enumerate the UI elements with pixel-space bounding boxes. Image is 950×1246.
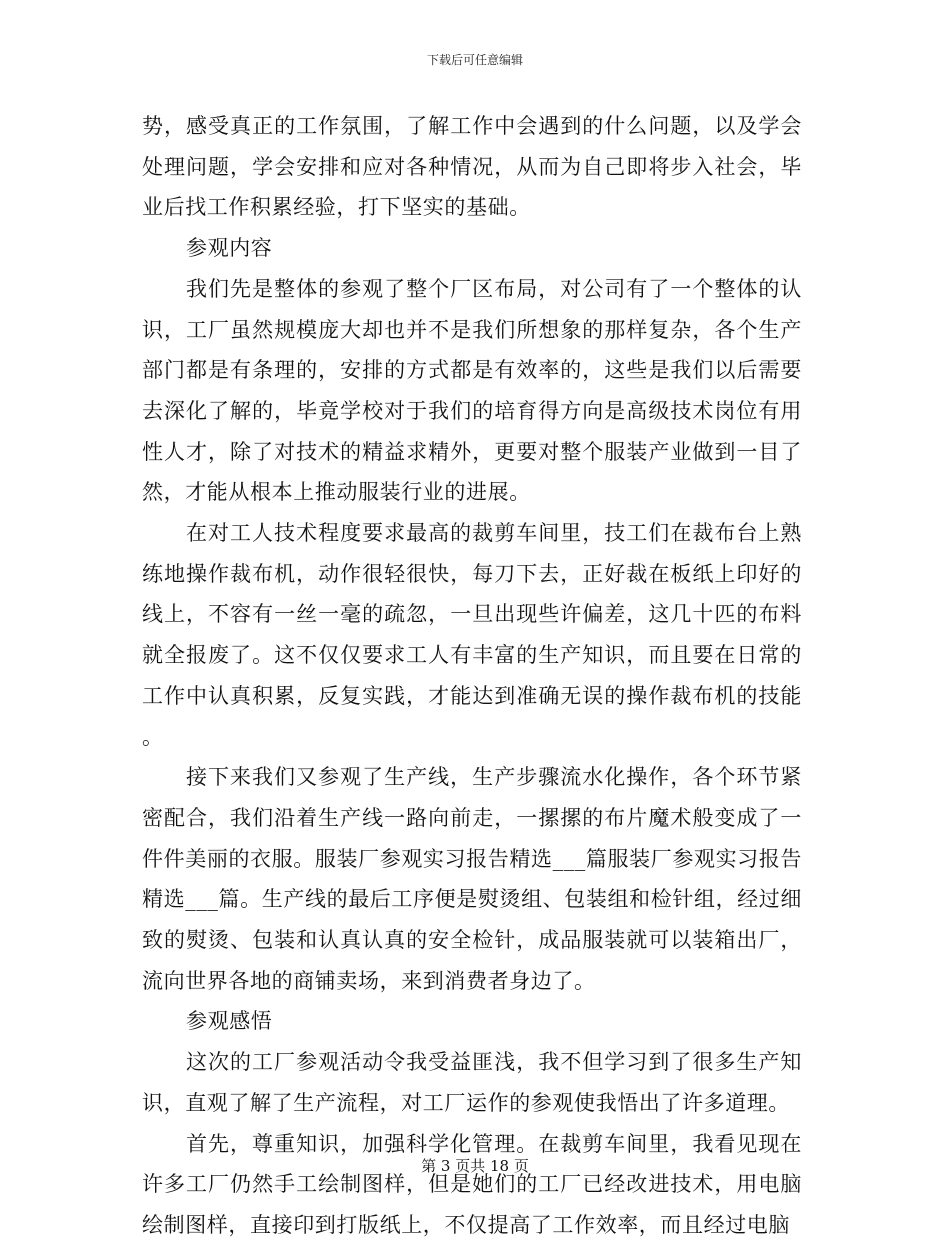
paragraph-respect-knowledge: 首先，尊重知识，加强科学化管理。在裁剪车间里，我看见现在许多工厂仍然手工绘制图样，但是她们的工厂已经改进技术，用电脑绘制图样，直接印到打版纸上，不仅提高了工作效率，而且经过电脑 — [142, 1131, 802, 1237]
paragraph-benefits: 这次的工厂参观活动令我受益匪浅，我不但学习到了很多生产知识，直观了解了生产流程，对工厂运作的参观使我悟出了许多道理。 — [142, 1050, 802, 1115]
page-footer — [0, 1156, 950, 1176]
paragraph-factory-layout: 我们先是整体的参观了整个厂区布局，对公司有了一个整体的认识，工厂虽然规模庞大却也并不是我们所想象的那样复杂，各个生产部门都是有条理的，安排的方式都是有效率的，这些是我们以后需要去深化了解的，毕竟学校对于我们的培育得方向是高级技术岗位有用性人才，除了对技术的精益求精外，更要对整个服装产业做到一目了然，才能从根本上推动服装行业的进展。 — [142, 276, 802, 505]
header-note: 下载后可任意编辑 — [426, 53, 523, 67]
paragraph-cutting-workshop: 在对工人技术程度要求最高的裁剪车间里，技工们在裁布台上熟练地操作裁布机，动作很轻很快，每刀下去，正好裁在板纸上印好的线上，不容有一丝一毫的疏忽，一旦出现些许偏差，这几十匹的布料就全报废了。这不仅仅要求工人有丰富的生产知识，而且要在日常的工作中认真积累，反复实践，才能达到准确无误的操作裁布机的技能。 — [142, 521, 802, 749]
section-heading-visit-reflections: 参观感悟 — [186, 1009, 273, 1034]
document-body — [142, 106, 802, 1246]
paragraph-continuation: 势，感受真正的工作氛围，了解工作中会遇到的什么问题，以及学会处理问题，学会安排和应对各种情况，从而为自己即将步入社会，毕业后找工作积累经验，打下坚实的基础。 — [142, 114, 802, 220]
page-number: 第 3 页共 18 页 — [421, 1157, 529, 1175]
paragraph-production-line: 接下来我们又参观了生产线，生产步骤流水化操作，各个环节紧密配合，我们沿着生产线一路向前走，一摞摞的布片魔术般变成了一件件美丽的衣服。服装厂参观实习报告精选___篇服装厂参观实习报告精选___篇。生产线的最后工序便是熨烫组、包装组和检针组，经过细致的熨烫、包装和认真认真的安全检针，成品服装就可以装箱出厂，流向世界各地的商铺卖场，来到消费者身边了。 — [142, 765, 802, 993]
page-header — [0, 52, 950, 68]
section-heading-visit-content: 参观内容 — [186, 236, 273, 261]
